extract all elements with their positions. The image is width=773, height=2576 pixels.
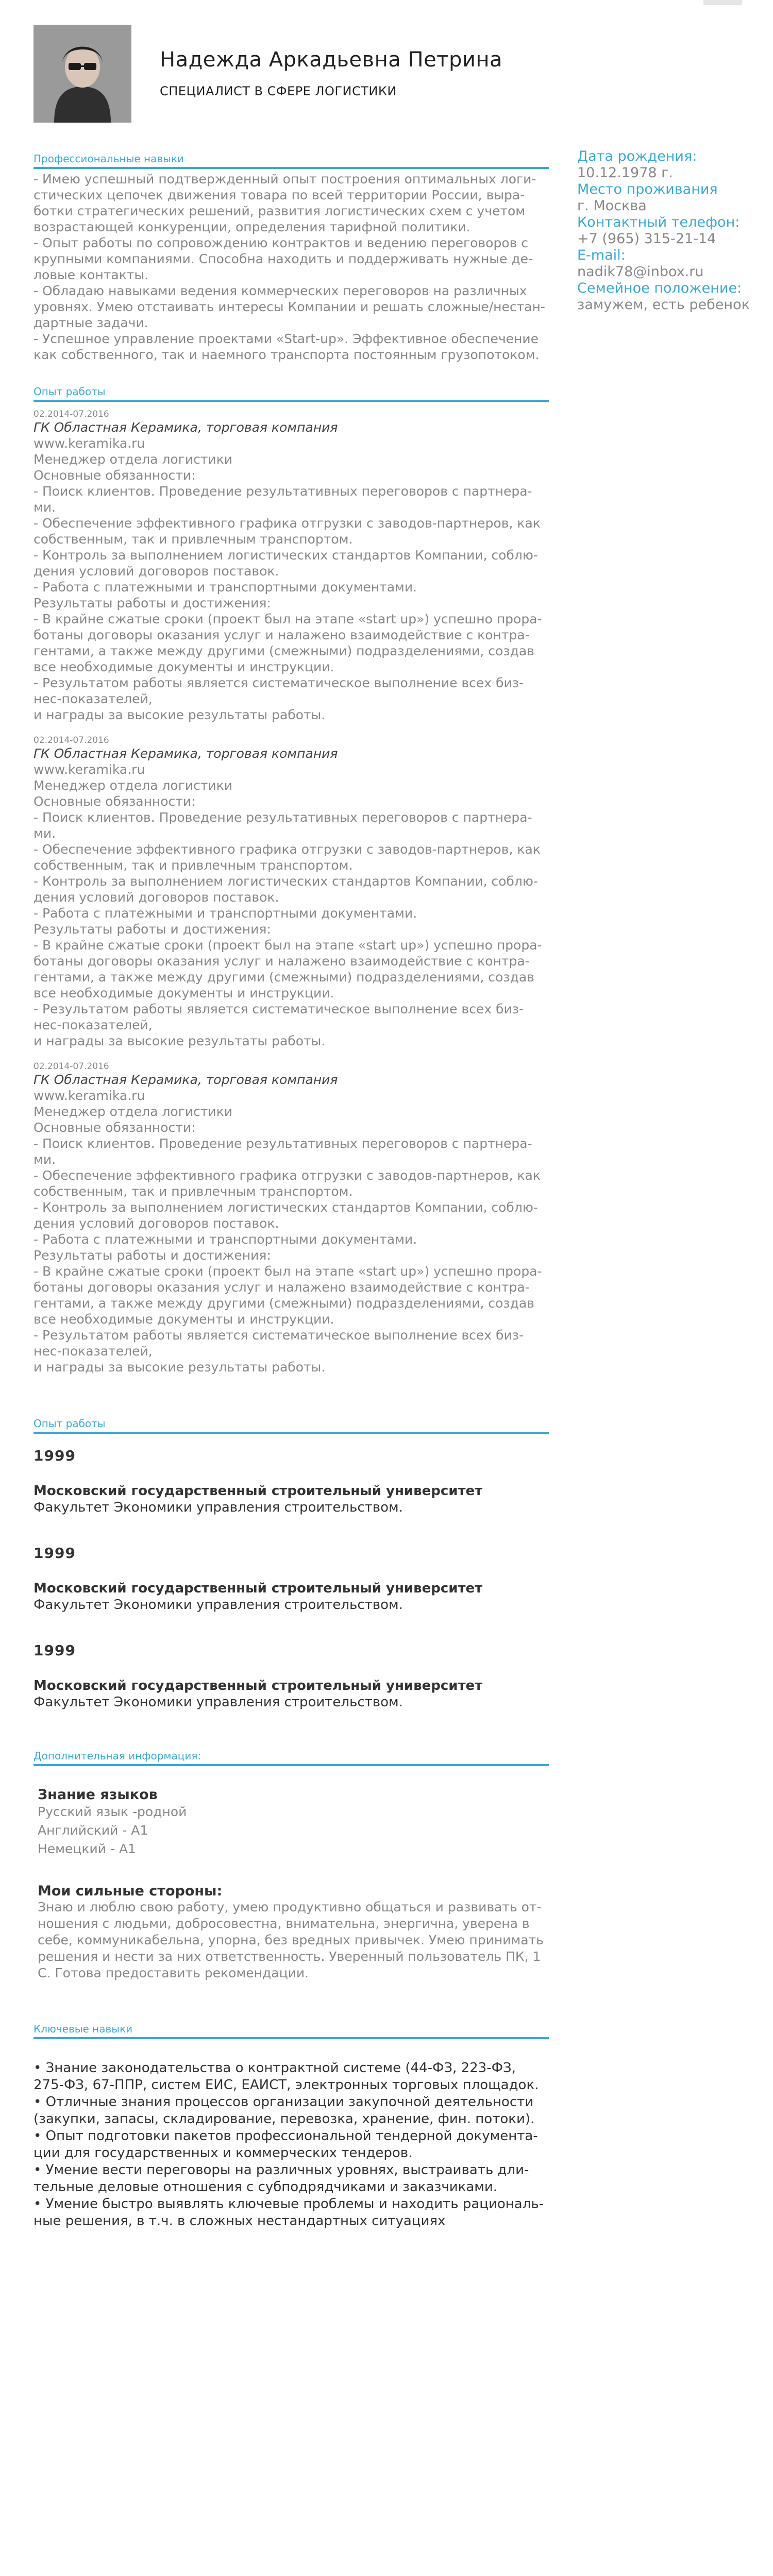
job-description-line: - В крайне сжатые сроки (проект был на этапе «start up») успешно прора- [33, 938, 542, 953]
skills-section-title: Профессиональные навыки [33, 152, 549, 169]
skills-line: крупными компаниями. Способна находить и поддерживать нужные де- [33, 251, 533, 266]
additional-section-title: Дополнительная информация: [33, 1750, 549, 1766]
job-description-line: - В крайне сжатые сроки (проект был на этапе «start up») успешно прора- [33, 1264, 542, 1279]
job-description-line: все необходимые документы и инструкции. [33, 986, 334, 1001]
job-date: 02.2014-07.2016 [33, 735, 109, 745]
birth-value: 10.12.1978 г. [577, 165, 673, 181]
job-description-line: все необходимые документы и инструкции. [33, 659, 334, 674]
job-description-line: ботаны договоры оказания услуг и налажено взаимодействие с контра- [33, 628, 530, 642]
skills-line: ловые контакты. [33, 267, 149, 282]
key-skill-line: (закупки, запасы, складирование, перевозка, хранение, фин. потоки). [33, 2111, 535, 2127]
job-company: ГК Областная Керамика, торговая компания [33, 1072, 338, 1087]
job-description-line: - Контроль за выполнением логистических стандартов Компании, соблю- [33, 1200, 538, 1215]
job-description-line: нес-показателей, [33, 1344, 153, 1359]
phone-label: Контактный телефон: [577, 214, 740, 230]
job-description-line: - Контроль за выполнением логистических стандартов Компании, соблю- [33, 548, 538, 563]
education-list [33, 1447, 549, 1710]
job-description-line: все необходимые документы и инструкции. [33, 1312, 334, 1327]
education-faculty: Факультет Экономики управления строительством. [33, 1694, 403, 1710]
education-year: 1999 [33, 1447, 76, 1464]
strengths-line: себе, коммуникабельна, упорна, без вредных привычек. Умею принимать [38, 1933, 544, 1947]
job-description-line: и награды за высокие результаты работы. [33, 1033, 326, 1048]
education-entry [33, 1447, 549, 1516]
strengths-title: Мои сильные стороны: [38, 1883, 223, 1899]
education-faculty: Факультет Экономики управления строительством. [33, 1597, 403, 1613]
key-skill-line: ции для государственных и коммерческих тендеров. [33, 2145, 413, 2161]
skills-line: как собственного, так и наемного транспорта постоянным грузопотоком. [33, 347, 540, 362]
job-description-line: нес-показателей, [33, 1018, 153, 1032]
education-school: Московский государственный строительный университет [33, 1581, 483, 1596]
education-faculty: Факультет Экономики управления строительством. [33, 1500, 403, 1515]
job-description-line: дения условий договоров поставок. [33, 890, 279, 905]
key-skill-line: • Умение быстро выявлять ключевые проблемы и находить рациональ- [33, 2196, 544, 2212]
job-description [33, 451, 549, 723]
job-date: 02.2014-07.2016 [33, 1061, 109, 1072]
residence-value: г. Москва [577, 198, 647, 214]
language-item: Русский язык -родной [38, 1804, 187, 1819]
job-description-line: и награды за высокие результаты работы. [33, 707, 326, 722]
main-column [33, 152, 549, 2230]
key-skill-line: ные решения, в т.ч. в сложных нестандартных ситуациях [33, 2213, 446, 2229]
job-description-line: Менеджер отдела логистики [33, 1104, 233, 1119]
email-row [577, 247, 752, 280]
key-skill-line: 275-ФЗ, 67-ППР, систем ЕИС, ЕАИСТ, электронных торговых площадок. [33, 2077, 539, 2093]
key-skill-line: • Опыт подготовки пакетов профессиональной тендерной документа- [33, 2128, 538, 2144]
key-skills-list [33, 2060, 549, 2230]
skills-line: стических цепочек движения товара по всей территории России, выра- [33, 188, 525, 202]
job-description-line: Основные обязанности: [33, 1120, 196, 1135]
strengths-text [38, 1899, 549, 1981]
job-description-line: - Результатом работы является систематическое выполнение всех биз- [33, 1328, 524, 1343]
job-description-line: Результаты работы и достижения: [33, 596, 271, 611]
job-description-line: дения условий договоров поставок. [33, 564, 279, 579]
strengths-line: решения и нести за них ответственность. Уверенный пользователь ПК, 1 [38, 1949, 541, 1964]
job-description-line: - Работа с платежными и транспортными документами. [33, 580, 417, 595]
job-description-line: - Поиск клиентов. Проведение результативных переговоров с партнера- [33, 810, 532, 825]
education-section-title: Опыт работы [33, 1417, 549, 1434]
language-item: Немецкий - А1 [38, 1841, 136, 1856]
job-company: ГК Областная Керамика, торговая компания [33, 746, 338, 761]
experience-section-title: Опыт работы [33, 385, 549, 402]
job-description [33, 777, 549, 1049]
languages-title: Знание языков [38, 1787, 158, 1803]
job-site-link[interactable]: www.keramika.ru [33, 1088, 145, 1103]
job-description-line: - Обеспечение эффективного графика отгрузки с заводов-партнеров, как [33, 842, 541, 857]
job-description-line: собственным, так и привлечным транспортом. [33, 858, 353, 873]
education-year: 1999 [33, 1545, 76, 1562]
skills-line: - Имею успешный подтвержденный опыт построения оптимальных логи- [33, 172, 536, 187]
strengths-line: ношения с людьми, добросовестна, внимательна, энергична, уверена в [38, 1916, 530, 1931]
job-description-line: и награды за высокие результаты работы. [33, 1360, 326, 1375]
job-entry [33, 1061, 549, 1375]
job-description [33, 1104, 549, 1375]
languages-list [33, 1803, 549, 1858]
job-site-link[interactable]: www.keramika.ru [33, 762, 145, 777]
full-name: Надежда Аркадьевна Петрина [160, 48, 503, 72]
job-description-line: ми. [33, 500, 56, 515]
job-description-line: Результаты работы и достижения: [33, 922, 271, 937]
education-entry [33, 1642, 549, 1710]
job-description-line: Основные обязанности: [33, 468, 196, 483]
education-school: Московский государственный строительный университет [33, 1678, 483, 1693]
job-description-line: нес-показателей, [33, 691, 153, 706]
job-description-line: - Поиск клиентов. Проведение результативных переговоров с партнера- [33, 484, 532, 499]
job-site-link[interactable]: www.keramika.ru [33, 436, 145, 451]
job-description-line: - Поиск клиентов. Проведение результативных переговоров с партнера- [33, 1136, 532, 1151]
job-description-line: дения условий договоров поставок. [33, 1216, 279, 1231]
job-description-line: - Контроль за выполнением логистических стандартов Компании, соблю- [33, 874, 538, 889]
job-position: СПЕЦИАЛИСТ В СФЕРЕ ЛОГИСТИКИ [160, 84, 397, 98]
avatar-icon [33, 25, 131, 123]
job-description-line: - Результатом работы является систематическое выполнение всех биз- [33, 675, 524, 690]
strengths-line: С. Готова предоставить рекомендации. [38, 1965, 309, 1980]
job-description-line: ботаны договоры оказания услуг и налажено взаимодействие с контра- [33, 954, 530, 969]
skills-line: - Успешное управление проектами «Start-up». Эффективное обеспечение [33, 331, 539, 346]
key-skills-section-title: Ключевые навыки [33, 2023, 549, 2039]
job-entry [33, 409, 549, 723]
education-entry [33, 1545, 549, 1613]
job-description-line: - Работа с платежными и транспортными документами. [33, 906, 417, 921]
corner-tab [703, 0, 742, 5]
job-company: ГК Областная Керамика, торговая компания [33, 420, 338, 435]
skills-line: уровнях. Умею отстаивать интересы Компании и решать сложные/нестан- [33, 299, 545, 314]
education-year: 1999 [33, 1642, 76, 1659]
family-value: замужем, есть ребенок [577, 297, 750, 313]
sidebar [577, 148, 752, 313]
email-value[interactable]: nadik78@inbox.ru [577, 264, 704, 280]
skills-line: ботки стратегических решений, развития логистических схем с учетом [33, 204, 526, 218]
skills-line: - Обладаю навыками ведения коммерческих переговоров на различных [33, 283, 527, 298]
job-description-line: - Результатом работы является систематическое выполнение всех биз- [33, 1002, 524, 1016]
skills-list [33, 171, 549, 363]
job-description-line: Менеджер отдела логистики [33, 778, 233, 793]
family-label: Семейное положение: [577, 280, 742, 296]
skills-line: - Опыт работы по сопровождению контрактов и ведению переговоров с [33, 235, 529, 250]
job-description-line: гентами, а также между другими (смежными) подразделениями, создав [33, 970, 534, 985]
job-description-line: гентами, а также между другими (смежными) подразделениями, создав [33, 643, 534, 658]
job-entry [33, 735, 549, 1049]
job-description-line: ми. [33, 1152, 56, 1167]
job-description-line: Результаты работы и достижения: [33, 1248, 271, 1263]
residence-label: Место проживания [577, 181, 718, 197]
job-description-line: ботаны договоры оказания услуг и налажено взаимодействие с контра- [33, 1280, 530, 1295]
job-description-line: гентами, а также между другими (смежными) подразделениями, создав [33, 1296, 534, 1311]
job-description-line: собственным, так и привлечным транспортом. [33, 532, 353, 547]
key-skill-line: • Отличные знания процессов организации закупочной деятельности [33, 2094, 534, 2110]
phone-value[interactable]: +7 (965) 315-21-14 [577, 231, 716, 247]
strengths-line: Знаю и люблю свою работу, умею продуктивно общаться и развивать от- [38, 1900, 542, 1914]
job-description-line: - В крайне сжатые сроки (проект был на этапе «start up») успешно прора- [33, 612, 542, 626]
job-description-line: ми. [33, 826, 56, 841]
language-item: Английский - А1 [38, 1823, 148, 1838]
job-description-line: собственным, так и привлечным транспортом. [33, 1184, 353, 1199]
key-skill-line: тельные деловые отношения с субподрядчиками и заказчиками. [33, 2179, 498, 2195]
email-label: E-mail: [577, 247, 626, 263]
job-description-line: Основные обязанности: [33, 794, 196, 809]
education-school: Московский государственный строительный университет [33, 1483, 483, 1499]
skills-line: дартные задачи. [33, 315, 148, 330]
key-skill-line: • Умение вести переговоры на различных уровнях, выстраивать дли- [33, 2162, 529, 2178]
job-description-line: Менеджер отдела логистики [33, 452, 233, 467]
job-description-line: - Обеспечение эффективного графика отгрузки с заводов-партнеров, как [33, 516, 541, 531]
profile-photo [33, 25, 131, 123]
jobs-list [33, 409, 549, 1375]
job-description-line: - Обеспечение эффективного графика отгрузки с заводов-партнеров, как [33, 1168, 541, 1183]
key-skill-line: • Знание законодательства о контрактной системе (44-ФЗ, 223-ФЗ, [33, 2060, 516, 2076]
job-date: 02.2014-07.2016 [33, 409, 109, 419]
skills-line: возрастающей конкуренции, определения тарифной политики. [33, 219, 470, 234]
resume-header [33, 25, 549, 123]
birth-label: Дата рождения: [577, 148, 697, 164]
job-description-line: - Работа с платежными и транспортными документами. [33, 1232, 417, 1247]
